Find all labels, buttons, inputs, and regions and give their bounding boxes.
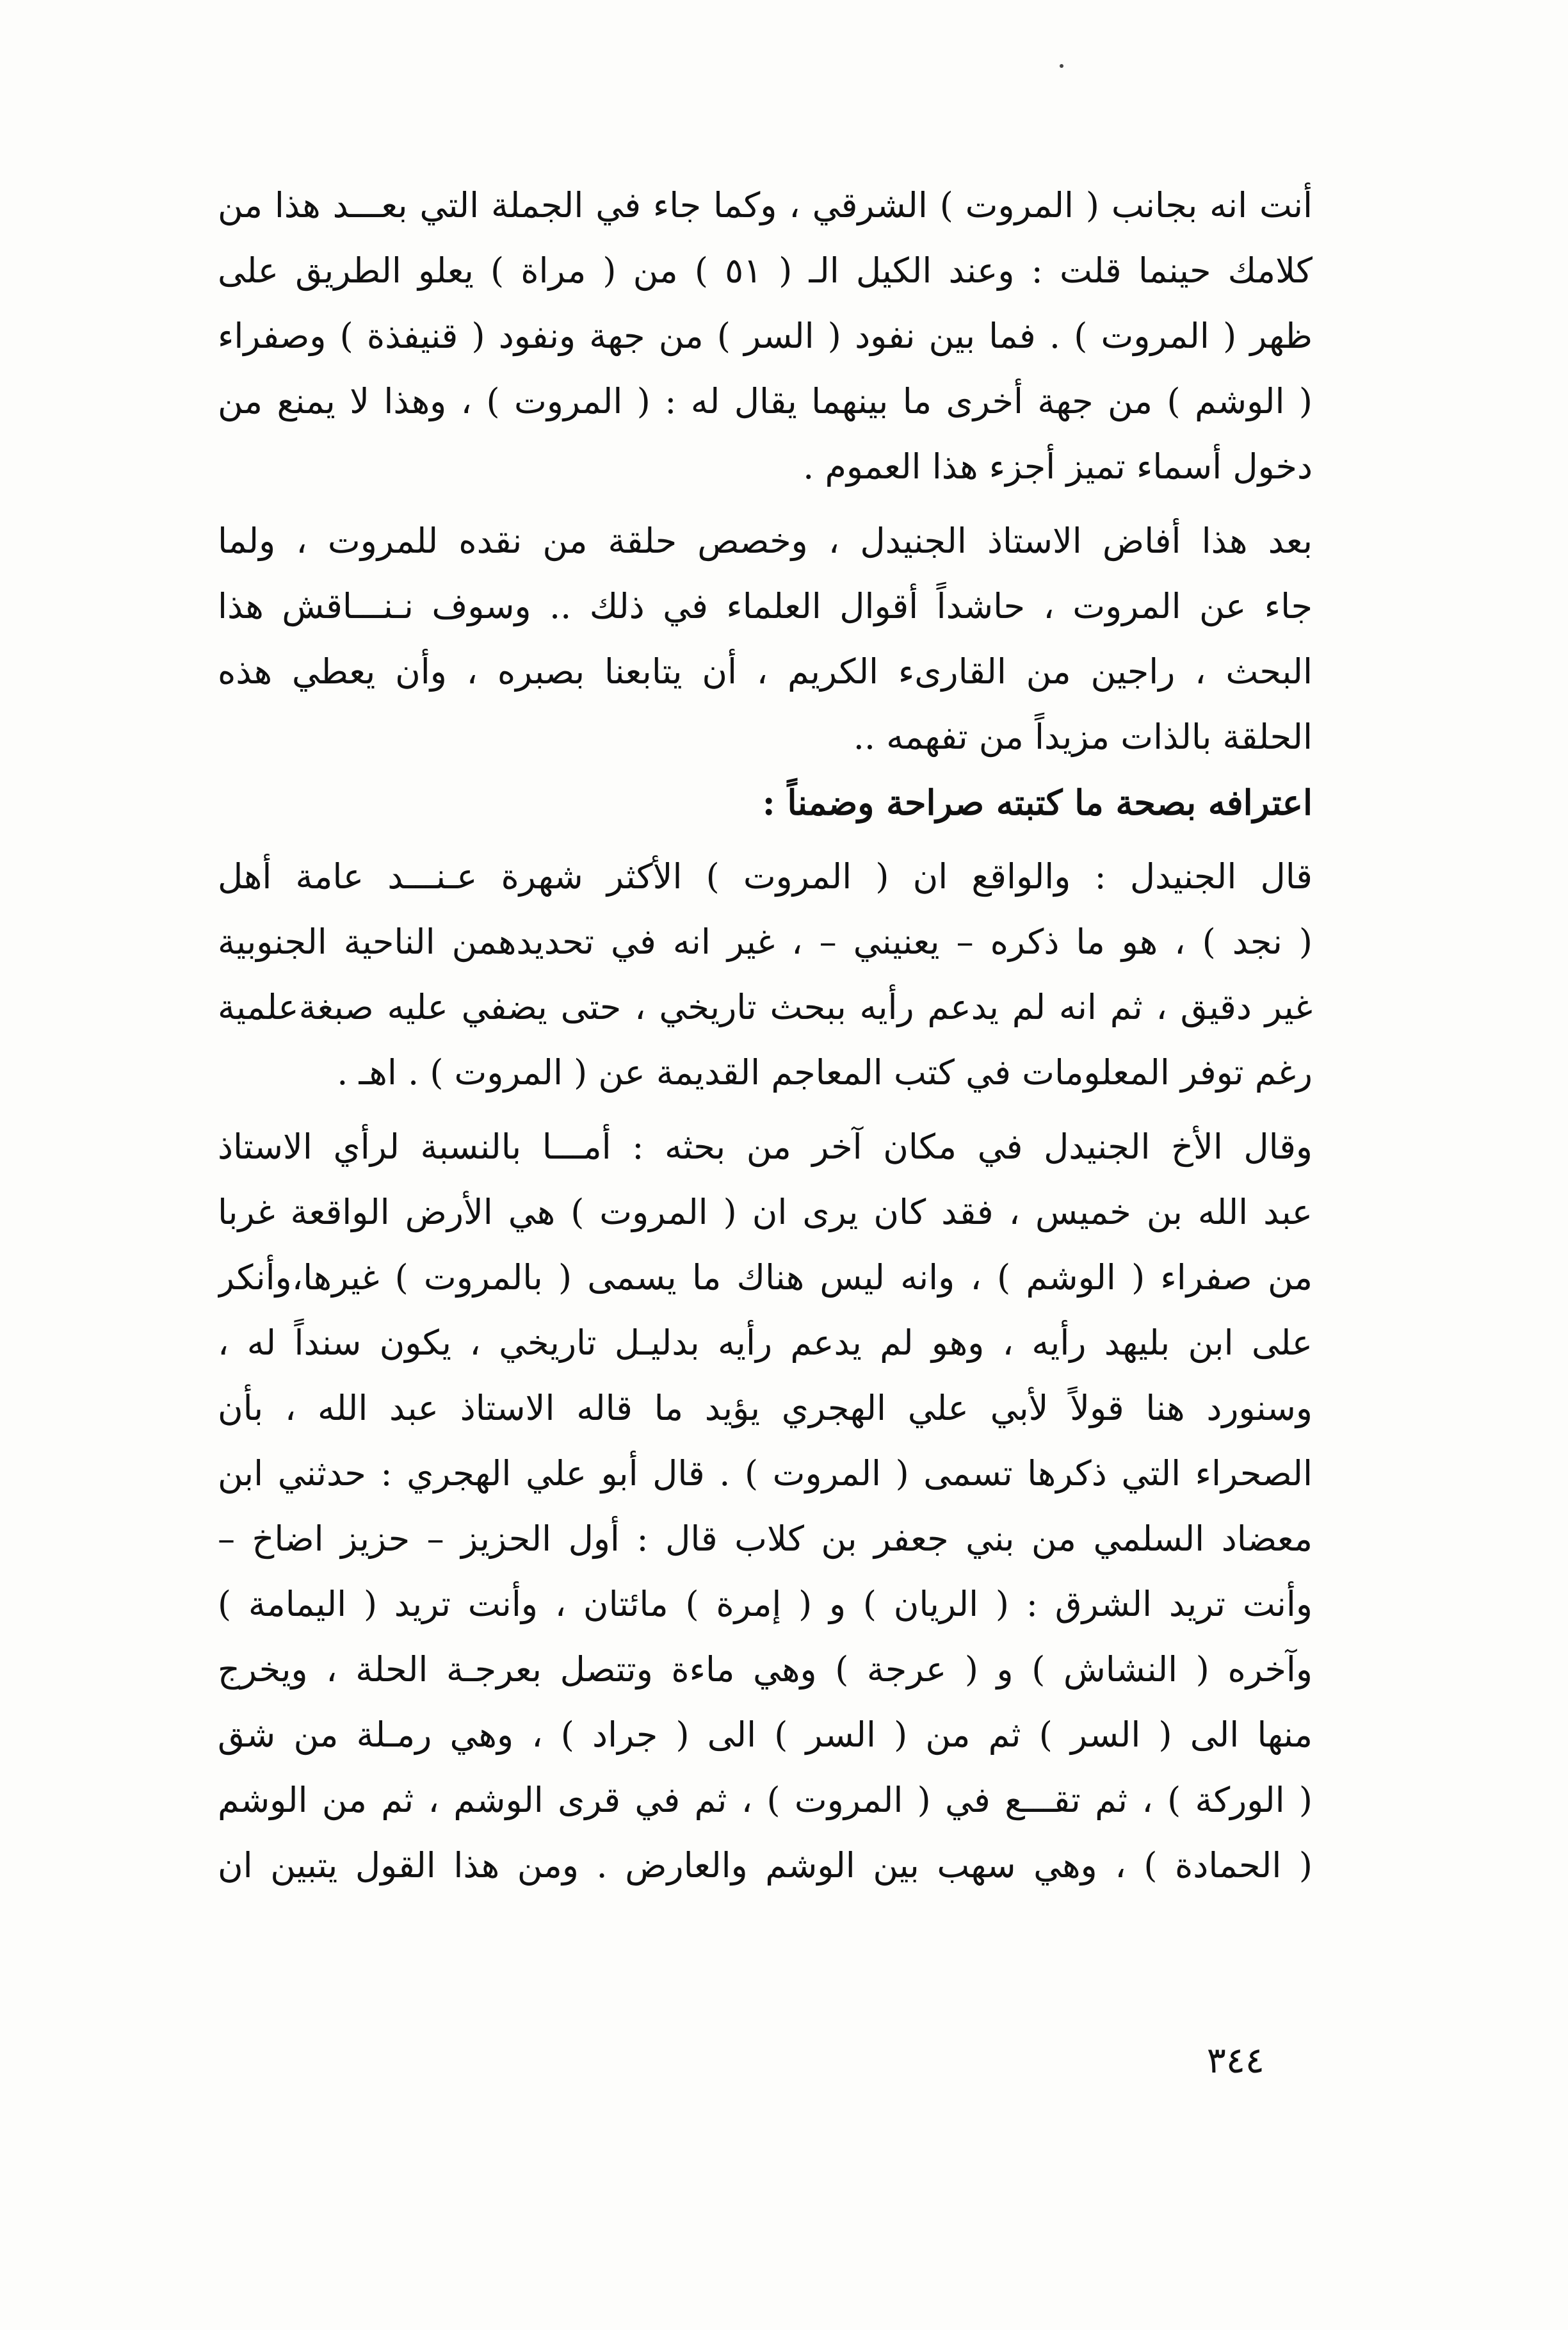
text-line: وأنت تريد الشرق : ( الريان ) و ( إمرة ) مائتان ، وأنت تريد ( اليمامة ) <box>218 1584 1313 1624</box>
paragraph-gap <box>218 500 1313 509</box>
text-line: غير دقيق ، ثم انه لم يدعم رأيه ببحث تاريخي ، حتى يضفي عليه صبغةعلمية <box>218 987 1313 1027</box>
text-line: ( الوشم ) من جهة أخرى ما بينهما يقال له : ( المروت ) ، وهذا لا يمنع من <box>218 381 1313 421</box>
text-line: رغم توفر المعلومات في كتب المعاجم القديمة عن ( المروت ) . اهـ . <box>337 1052 1313 1093</box>
text-line: الحلقة بالذات مزيداً من تفهمه .. <box>853 717 1313 757</box>
text-line: ( نجد ) ، هو ما ذكره – يعنيني – ، غير انه في تحديدهمن الناحية الجنوبية <box>218 922 1313 962</box>
text-line: معضاد السلمي من بني جعفر بن كلاب قال : أول الحزيز – حزيز اضاخ – <box>218 1519 1313 1559</box>
text-line: ( الوركة ) ، ثم تقـــع في ( المروت ) ، ثم في قرى الوشم ، ثم من الوشم <box>218 1780 1313 1820</box>
paragraph <box>218 1114 1313 1898</box>
paragraph <box>218 173 1313 500</box>
text-line: دخول أسماء تميز أجزء هذا العموم . <box>803 446 1313 487</box>
text-line: وآخره ( النشاش ) و ( عرجة ) وهي ماءة وتتصل بعرجـة الحلة ، ويخرج <box>218 1649 1313 1690</box>
text-line: عبد الله بن خميس ، فقد كان يرى ان ( المروت ) هي الأرض الواقعة غربا <box>218 1192 1313 1232</box>
text-line: بعد هذا أفاض الاستاذ الجنيدل ، وخصص حلقة من نقده للمروت ، ولما <box>218 521 1313 561</box>
paragraph-gap <box>218 1105 1313 1114</box>
heading-line: اعترافه بصحة ما كتبته صراحة وضمناً : <box>762 782 1313 823</box>
text-line: قال الجنيدل : والواقع ان ( المروت ) الأكثر شهرة عـنـــد عامة أهل <box>218 856 1313 897</box>
text-line: وقال الأخ الجنيدل في مكان آخر من بحثه : أمـــا بالنسبة لرأي الاستاذ <box>218 1127 1313 1167</box>
text-line: البحث ، راجين من القارىء الكريم ، أن يتابعنا بصبره ، وأن يعطي هذه <box>218 651 1313 692</box>
paragraph-gap <box>218 835 1313 844</box>
scan-speck <box>1060 64 1063 68</box>
text-line: على ابن بليهد رأيه ، وهو لم يدعم رأيه بدليـل تاريخي ، يكون سنداً له ، <box>218 1323 1313 1363</box>
text-line: ظهر ( المروت ) . فما بين نفود ( السر ) من جهة ونفود ( قنيفذة ) وصفراء <box>218 316 1313 356</box>
text-line: جاء عن المروت ، حاشداً أقوال العلماء في ذلك .. وسوف نـنـــاقش هذا <box>218 586 1313 626</box>
paragraph <box>218 844 1313 1105</box>
text-line: من صفراء ( الوشم ) ، وانه ليس هناك ما يسمى ( بالمروت ) غيرها،وأنكر <box>218 1257 1313 1298</box>
text-line: وسنورد هنا قولاً لأبي علي الهجري يؤيد ما قاله الاستاذ عبد الله ، بأن <box>218 1388 1313 1428</box>
text-line: الصحراء التي ذكرها تسمى ( المروت ) . قال أبو علي الهجري : حدثني ابن <box>218 1453 1313 1494</box>
section-heading <box>218 770 1313 835</box>
text-line: منها الى ( السر ) ثم من ( السر ) الى ( جراد ) ، وهي رمـلة من شق <box>218 1715 1313 1755</box>
paragraph <box>218 509 1313 770</box>
page-body <box>218 173 1313 1898</box>
text-line: أنت انه بجانب ( المروت ) الشرقي ، وكما جاء في الجملة التي بعـــد هذا من <box>218 185 1313 225</box>
text-line: ( الحمادة ) ، وهي سهب بين الوشم والعارض . ومن هذا القول يتبين ان <box>218 1845 1313 1886</box>
text-line: كلامك حينما قلت : وعند الكيل الـ ( ٥١ ) من ( مراة ) يعلو الطريق على <box>218 250 1313 291</box>
page-number: ٣٤٤ <box>1206 2040 1265 2082</box>
